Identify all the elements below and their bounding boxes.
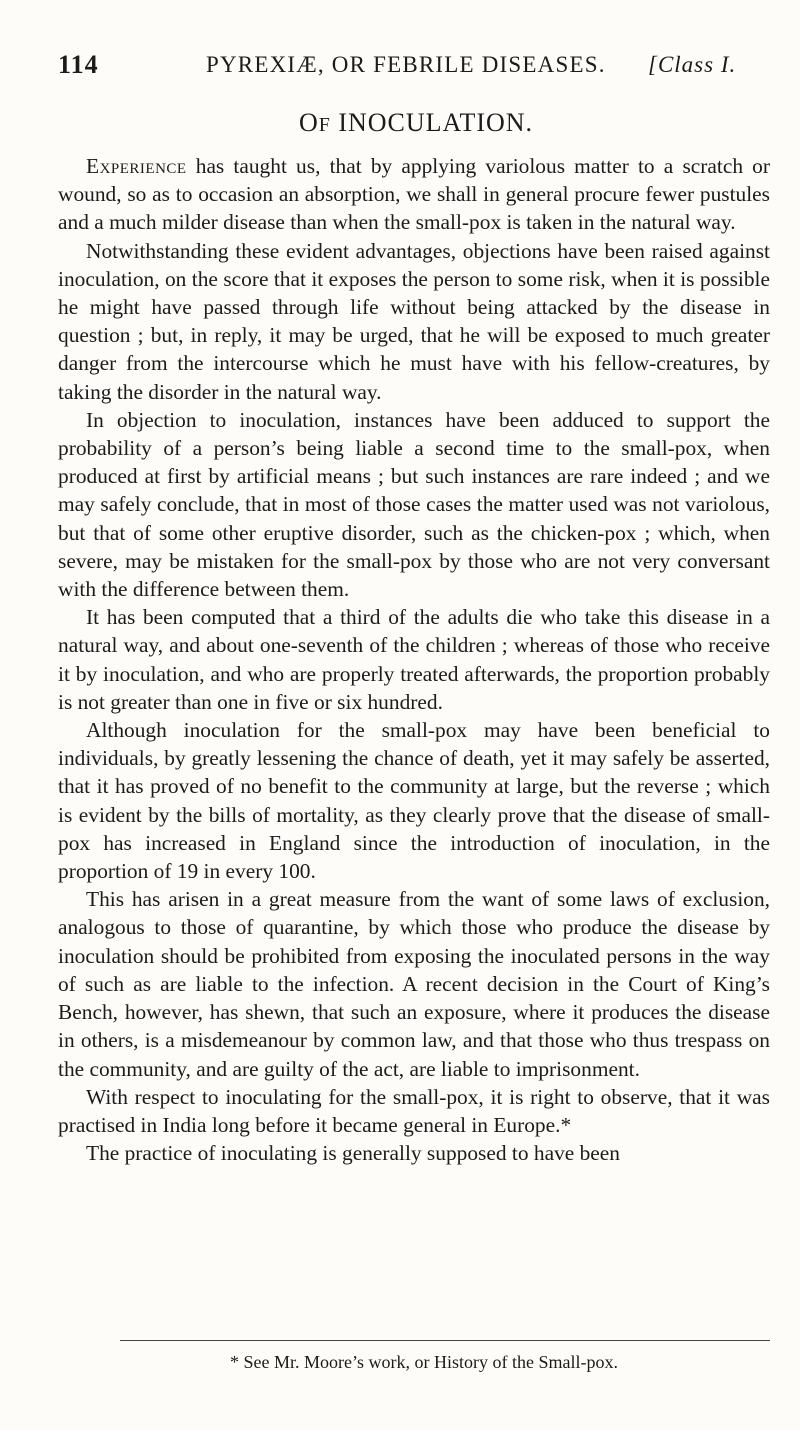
paragraph-lead: Experience bbox=[86, 154, 187, 178]
paragraph-6: This has arisen in a great measure from the want of some laws of exclusion, analogous to those of quarantine, by which those who produce the disease by inoculation should be prohibited from exposing the inoculated persons in the way of such as are liable to the infection. A recent decision in the Court of King’s Bench, however, has shewn, that such an exposure, where it produces the disease in others, is a misdemeanour by common law, and that those who thus trespass on the community, and are guilty of the act, are liable to imprisonment. bbox=[58, 887, 770, 1081]
paragraph-8: The practice of inoculating is generally supposed to have been bbox=[86, 1141, 620, 1166]
paragraph-3: In objection to inoculation, instances have been adduced to support the probability of a person’s being liable a second time to the small-pox, when produced at first by artificial means ; but such instances are rare indeed ; and we may safely conclude, that in most of those cases the matter used was not variolous, but that of some other eruptive disorder, such as the chicken-pox ; which, when severe, may be mistaken for the small-pox by those who are not very conversant with the difference between them. bbox=[58, 407, 770, 602]
section-title-small: F bbox=[318, 114, 331, 136]
footnote: * See Mr. Moore’s work, or History of the Small-pox. bbox=[230, 1352, 618, 1372]
paragraph-4: It has been computed that a third of the adults die who take this disease in a natural way, and about one-seventh of the children ; whereas of those who receive it by inoculation, and who are properly treated afterwards, the proportion probably is not greater than one in five or six hundred. bbox=[58, 605, 770, 714]
section-title-initial: O bbox=[298, 108, 319, 137]
section-title bbox=[16, 108, 800, 138]
paragraph-text: has taught us, that by applying variolous matter to a scratch or wound, so as to occasion an absorption, we shall in general procure fewer pustules and a much milder disease than when the small-pox is taken in the natural way. bbox=[58, 154, 770, 235]
class-mark-text: [Class I. bbox=[648, 52, 737, 77]
footnote-divider bbox=[120, 1340, 770, 1341]
class-mark bbox=[648, 52, 736, 78]
paragraph-5: Although inoculation for the small-pox may have been beneficial to individuals, by greatly lessening the chance of death, yet it may safely be asserted, that it has proved of no benefit to the community at large, but the reverse ; which is evident by the bills of mortality, as they clearly prove that the disease of small-pox has increased in England since the introduction of inoculation, in the proportion of 19 in every 100. bbox=[58, 718, 770, 884]
running-title: PYREXIÆ, OR FEBRILE DISEASES. bbox=[206, 52, 606, 77]
body-text bbox=[58, 152, 770, 1167]
paragraph-7: With respect to inoculating for the small-pox, it is right to observe, that it was practised in India long before it became general in Europe.* bbox=[58, 1084, 770, 1137]
page-number: 114 bbox=[58, 50, 99, 79]
section-title-rest: INOCULATION. bbox=[330, 108, 534, 137]
running-head bbox=[58, 50, 778, 86]
paragraph-1 bbox=[58, 152, 770, 237]
paragraph-2: Notwithstanding these evident advantages, objections have been raised against inoculation, on the score that it exposes the person to some risk, when it is possible he might have passed through life without being attacked by the disease in question ; but, in reply, it may be urged, that he will be exposed to much greater danger from the intercourse which he must have with his fellow-creatures, by taking the disorder in the natural way. bbox=[58, 238, 770, 404]
